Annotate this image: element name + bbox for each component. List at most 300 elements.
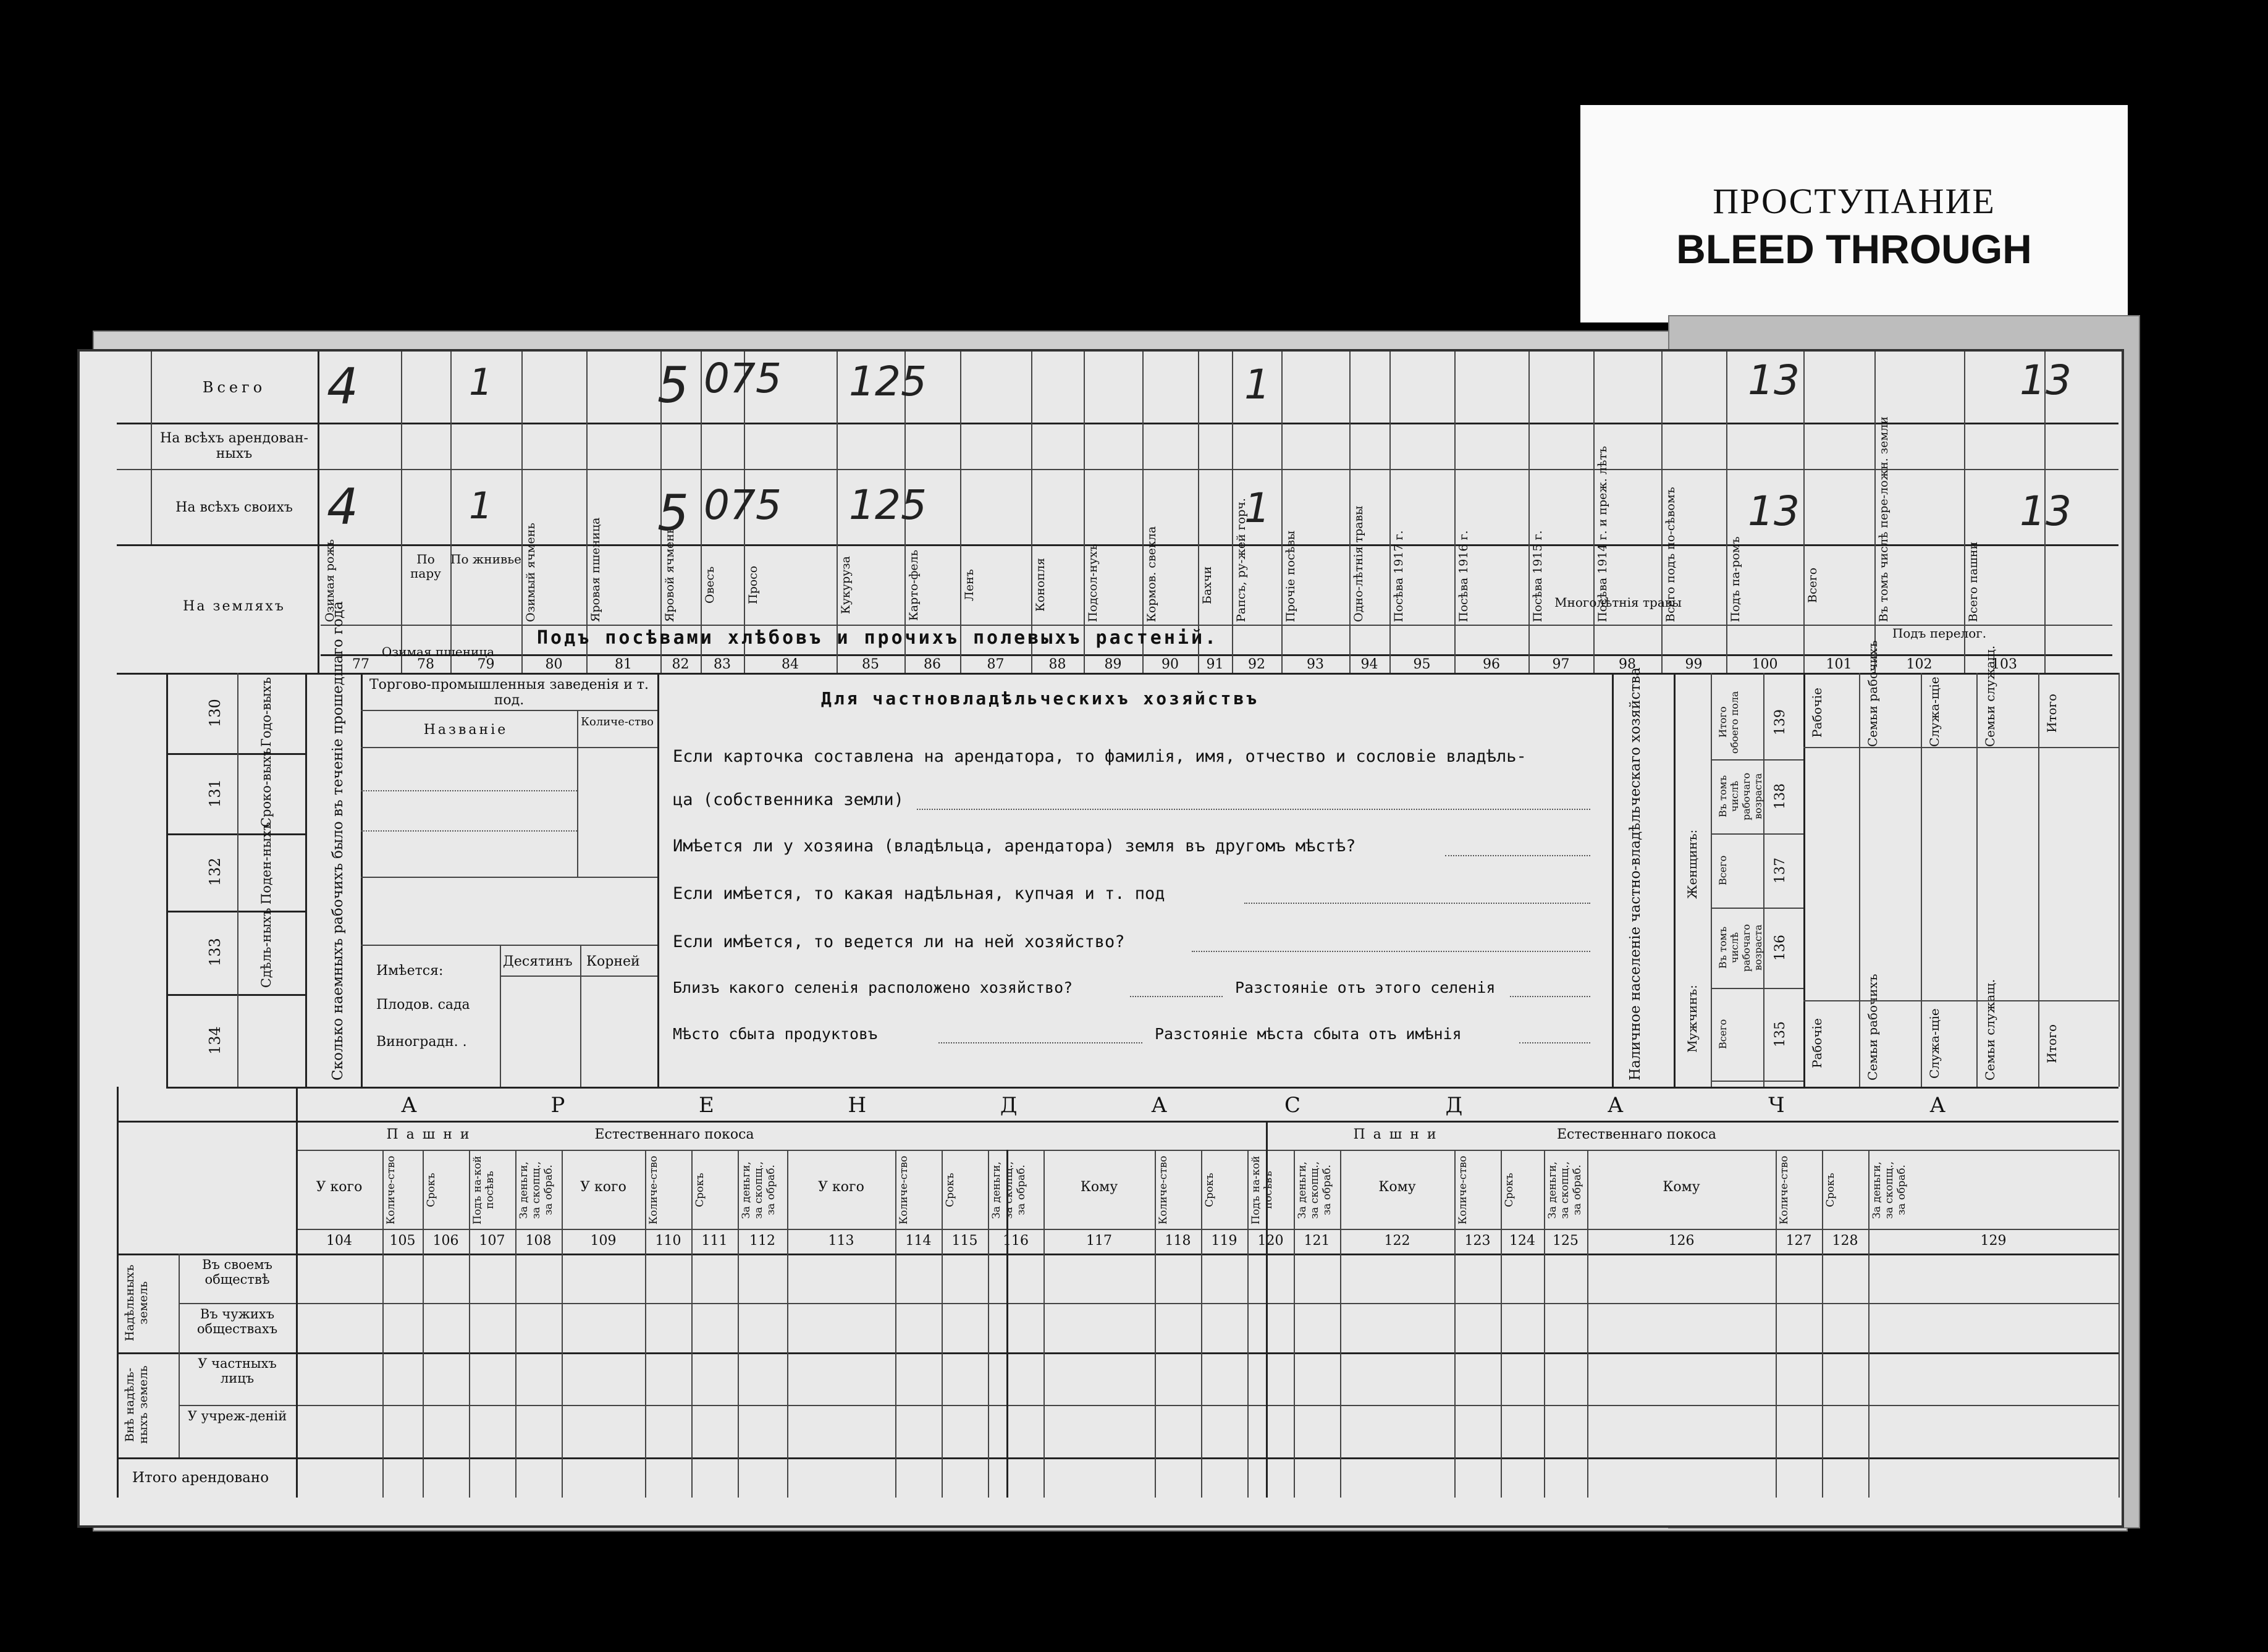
crop-header-99: Всего подъ по-сѣвомъ bbox=[1664, 487, 1677, 622]
arenda-letter: Н bbox=[848, 1093, 867, 1118]
handwritten-total: 13 bbox=[1748, 356, 1800, 404]
rule bbox=[2118, 673, 2120, 1087]
rule bbox=[1281, 352, 1283, 673]
private-estates-title: Для частновладѣльческихъ хозяйствъ bbox=[821, 688, 1260, 709]
lease-column-header: У кого bbox=[316, 1179, 363, 1195]
column-number: 79 bbox=[477, 657, 495, 672]
rule bbox=[645, 1150, 646, 1498]
question-land-type: Если имѣется, то какая надѣльная, купчая и т. под bbox=[673, 884, 1165, 903]
perennial-grasses-label: Многолѣтнiя травы bbox=[1554, 595, 1682, 610]
rule bbox=[117, 1457, 2118, 1459]
lease-column-header: Подъ на-кой посѣвъ bbox=[1250, 1155, 1275, 1225]
has-label: Имѣется: bbox=[376, 963, 444, 979]
population-column-label: Всего bbox=[1717, 855, 1729, 886]
summary-column-bottom: Рабочiе bbox=[1810, 1018, 1824, 1069]
rule bbox=[1084, 352, 1085, 673]
worker-row-number: 132 bbox=[206, 858, 224, 887]
rule bbox=[1976, 673, 1978, 1087]
rule bbox=[1803, 1000, 2118, 1001]
rule bbox=[401, 352, 402, 673]
row-label-own: На всѣхъ своихъ bbox=[175, 500, 293, 515]
rule bbox=[318, 352, 319, 673]
sdacha-letter: А bbox=[1929, 1093, 1946, 1118]
arenda-letter: Е bbox=[699, 1093, 714, 1118]
lease-column-header: Кому bbox=[1663, 1179, 1700, 1195]
crop-header-90: Кормов. свекла bbox=[1145, 526, 1158, 622]
population-column-number: 135 bbox=[1773, 1021, 1788, 1047]
summary-column-bottom: Итого bbox=[2044, 1024, 2059, 1063]
pokos-header-rent: Естественнаго покоса bbox=[594, 1127, 754, 1142]
rule bbox=[361, 710, 657, 711]
lease-column-number: 124 bbox=[1509, 1233, 1535, 1249]
handwritten-own: 125 bbox=[849, 481, 927, 529]
lease-column-number: 125 bbox=[1553, 1233, 1579, 1249]
lease-column-header: Количе-ство bbox=[1157, 1155, 1170, 1225]
lease-column-header: У кого bbox=[580, 1179, 626, 1195]
rule bbox=[2038, 673, 2039, 1087]
rule bbox=[117, 1121, 2118, 1123]
rule bbox=[166, 673, 168, 1087]
rule bbox=[1155, 1150, 1156, 1498]
column-number: 102 bbox=[1906, 657, 1933, 672]
rule bbox=[450, 352, 452, 673]
rule bbox=[942, 1150, 943, 1498]
crops-band-title: Подъ посѣвами хлѣбовъ и прочихъ полевыхъ растенiй. bbox=[537, 627, 1219, 649]
rule bbox=[166, 753, 305, 755]
rule bbox=[1593, 352, 1595, 673]
population-column-label: Всего bbox=[1717, 1019, 1729, 1050]
lease-column-header: Срокъ bbox=[944, 1173, 956, 1208]
rule bbox=[515, 1150, 516, 1498]
population-column-label: Въ томъ числѣ рабочаго возраста bbox=[1717, 772, 1764, 820]
row-label-rented: На всѣхъ арендован-ныхъ bbox=[160, 431, 308, 462]
rule bbox=[1294, 1150, 1295, 1498]
column-number: 87 bbox=[987, 657, 1005, 672]
crop-header-79: По жнивье bbox=[450, 552, 521, 567]
crop-header-97: Посѣва 1915 г. bbox=[1531, 530, 1545, 622]
handwritten-own: 075 bbox=[704, 481, 782, 529]
rule bbox=[1726, 352, 1727, 673]
label-english: BLEED THROUGH bbox=[1676, 225, 2032, 272]
population-column-label: Въ томъ числѣ рабочаго возраста bbox=[1717, 924, 1764, 972]
worker-row-label: Сроко-выхъ bbox=[259, 748, 274, 827]
column-number: 91 bbox=[1206, 657, 1224, 672]
lease-column-number: 105 bbox=[389, 1233, 416, 1249]
sdacha-letter: А bbox=[1607, 1093, 1624, 1118]
crop-header-94: Одно-лѣтнiя травы bbox=[1352, 505, 1365, 622]
rule bbox=[1349, 352, 1351, 673]
rule bbox=[361, 747, 657, 748]
rule bbox=[1006, 1150, 1008, 1498]
rule bbox=[1031, 352, 1032, 673]
rule bbox=[738, 1150, 739, 1498]
rule bbox=[1198, 352, 1199, 673]
column-number: 77 bbox=[352, 657, 369, 672]
bleed-through-label bbox=[1580, 105, 2128, 322]
lease-column-header: Срокъ bbox=[425, 1173, 437, 1208]
lease-column-header: За деньги, за скопщ., за обраб. bbox=[518, 1161, 555, 1220]
lease-column-number: 129 bbox=[1980, 1233, 2007, 1249]
crop-header-77: Озимая рожь bbox=[323, 539, 337, 622]
worker-row-number: 133 bbox=[206, 938, 224, 967]
vineyards-label: Виноградн. . bbox=[376, 1034, 467, 1050]
rule bbox=[1454, 352, 1456, 673]
handwritten-total: 13 bbox=[2020, 356, 2072, 404]
rule bbox=[1201, 1150, 1202, 1498]
question-owner-1: Если карточка составлена на арендатора, то фамилiя, имя, отчество и сословiе владѣль- bbox=[673, 747, 1527, 766]
rule bbox=[960, 352, 961, 673]
rule bbox=[361, 877, 657, 878]
arenda-letter: А bbox=[401, 1093, 417, 1118]
column-number: 94 bbox=[1360, 657, 1378, 672]
answer-line bbox=[1192, 951, 1590, 952]
rule bbox=[1711, 833, 1803, 835]
rule bbox=[691, 1150, 693, 1498]
column-number: 88 bbox=[1048, 657, 1066, 672]
crop-header-80: Озимый ячмень bbox=[524, 523, 537, 622]
question-nearest-village: Близъ какого селенiя расположено хозяйство? bbox=[673, 979, 1073, 997]
column-number: 95 bbox=[1413, 657, 1431, 672]
crop-header-82: Яровой ячмень bbox=[663, 527, 677, 622]
lease-column-number: 111 bbox=[701, 1233, 728, 1249]
rule bbox=[166, 1087, 305, 1089]
handwritten-own: 1 bbox=[469, 484, 493, 528]
column-number: 78 bbox=[417, 657, 434, 672]
lease-column-number: 113 bbox=[828, 1233, 854, 1249]
rule bbox=[895, 1150, 896, 1498]
worker-row-label: Годо-выхъ bbox=[259, 677, 274, 747]
rule bbox=[2118, 1150, 2120, 1498]
handwritten-own: 13 bbox=[2020, 487, 2072, 535]
fallow-label: Подъ перелог. bbox=[1892, 626, 1987, 641]
rule bbox=[305, 673, 307, 1087]
handwritten-own: 13 bbox=[1748, 487, 1800, 535]
arenda-letter: Д bbox=[1000, 1093, 1018, 1118]
rule bbox=[787, 1150, 788, 1498]
lease-column-header: Количе-ство bbox=[647, 1155, 660, 1225]
summary-column-bottom: Семьи рабочихъ bbox=[1865, 974, 1880, 1081]
sdacha-heading bbox=[1284, 1093, 1946, 1118]
rule bbox=[1921, 673, 1922, 1087]
rule bbox=[1661, 352, 1663, 673]
crop-header-92: Рапсъ, ру-жей горч. bbox=[1234, 498, 1248, 622]
rule bbox=[296, 1229, 2118, 1230]
handwritten-total: 4 bbox=[327, 358, 358, 415]
question-farming: Если имѣется, то ведется ли на ней хозяйство? bbox=[673, 932, 1125, 951]
rule bbox=[166, 911, 305, 912]
column-number: 103 bbox=[1991, 657, 2017, 672]
rule bbox=[1776, 1150, 1777, 1498]
handwritten-total: 075 bbox=[704, 355, 782, 402]
crop-header-93: Прочiе посѣвы bbox=[1284, 530, 1297, 622]
worker-row-label: Поден-ныхъ bbox=[259, 822, 274, 904]
lease-column-header: Количе-ство bbox=[1778, 1155, 1790, 1225]
rule bbox=[117, 469, 2118, 470]
rule bbox=[1711, 908, 1803, 909]
crop-header-88: Конопля bbox=[1034, 558, 1047, 612]
lease-row-label: У частныхъ лицъ bbox=[198, 1356, 277, 1386]
crop-header-78: По пару bbox=[410, 552, 441, 581]
rule bbox=[117, 544, 2118, 546]
rule bbox=[1232, 352, 1233, 673]
rule bbox=[321, 654, 2112, 656]
rule bbox=[1763, 673, 1764, 1087]
lease-column-number: 116 bbox=[1003, 1233, 1029, 1249]
answer-line bbox=[1130, 996, 1223, 997]
rule bbox=[1544, 1150, 1545, 1498]
rule bbox=[1528, 352, 1530, 673]
rule bbox=[117, 673, 2118, 675]
column-number: 83 bbox=[714, 657, 731, 672]
population-column-number: 138 bbox=[1773, 783, 1788, 809]
rule bbox=[562, 1150, 563, 1498]
sdacha-letter: Д bbox=[1445, 1093, 1463, 1118]
summary-column-top: Итого bbox=[2044, 693, 2059, 733]
lease-column-header: У кого bbox=[818, 1179, 864, 1195]
column-number: 85 bbox=[862, 657, 879, 672]
question-other-land: Имѣется ли у хозяина (владѣльца, арендатора) земля въ другомъ мѣстѣ? bbox=[673, 837, 1356, 856]
lease-column-header: Количе-ство bbox=[898, 1155, 910, 1225]
rule bbox=[237, 673, 238, 1087]
rule bbox=[296, 1150, 2118, 1151]
column-number: 84 bbox=[782, 657, 799, 672]
crop-header-87: Ленъ bbox=[963, 569, 976, 601]
handwritten-total: 1 bbox=[1244, 361, 1270, 408]
rule bbox=[166, 833, 305, 835]
lease-column-header: Срокъ bbox=[1503, 1173, 1516, 1208]
winter-wheat-label: Озимая пшеница bbox=[381, 644, 495, 659]
rule bbox=[1340, 1150, 1341, 1498]
answer-line bbox=[1445, 855, 1590, 856]
orchards-label: Плодов. сада bbox=[376, 997, 470, 1013]
rule bbox=[701, 352, 702, 673]
lease-column-header: Кому bbox=[1378, 1179, 1416, 1195]
summary-column-top: Семьи служащ. bbox=[1983, 645, 1997, 747]
rule bbox=[1142, 352, 1144, 673]
column-number: 81 bbox=[615, 657, 632, 672]
rule bbox=[117, 1254, 2118, 1255]
crop-header-85: Кукуруза bbox=[839, 556, 853, 614]
arenda-heading bbox=[401, 1093, 1167, 1118]
column-number: 80 bbox=[545, 657, 563, 672]
rule bbox=[117, 1087, 119, 1498]
lease-column-number: 109 bbox=[590, 1233, 617, 1249]
rule bbox=[1674, 673, 1676, 1087]
population-label: Наличное населенiе частно-владѣльческаго хозяйства bbox=[1627, 667, 1643, 1081]
row-label-lands: На земляхъ bbox=[183, 599, 285, 614]
census-card-sheet bbox=[77, 349, 2124, 1528]
rule bbox=[1389, 352, 1391, 673]
answer-line bbox=[1510, 996, 1590, 997]
crop-header-98: Посѣва 1914 г. и преж. лѣтъ bbox=[1596, 445, 1609, 622]
rule bbox=[586, 352, 588, 673]
rule bbox=[1868, 1150, 1870, 1498]
lease-column-header: Срокъ bbox=[694, 1173, 706, 1208]
lease-column-header: За деньги, за скопщ., за обраб. bbox=[1546, 1161, 1583, 1220]
lease-column-number: 123 bbox=[1464, 1233, 1491, 1249]
rule bbox=[117, 1352, 2118, 1354]
lease-column-number: 128 bbox=[1832, 1233, 1858, 1249]
men-label: Мужчинъ: bbox=[1685, 985, 1700, 1053]
rule bbox=[657, 673, 659, 1087]
rule bbox=[361, 673, 363, 1087]
rule bbox=[521, 352, 523, 673]
column-number: 82 bbox=[672, 657, 689, 672]
rule bbox=[469, 1150, 470, 1498]
rule bbox=[577, 710, 578, 877]
arenda-letter: А bbox=[1151, 1093, 1167, 1118]
lease-column-header: Количе-ство bbox=[385, 1155, 397, 1225]
handwritten-own: 5 bbox=[657, 484, 689, 542]
rule bbox=[321, 625, 2112, 626]
sdacha-letter: Ч bbox=[1768, 1093, 1785, 1118]
rule bbox=[166, 994, 305, 996]
rule bbox=[1964, 352, 1965, 673]
lease-column-header: Срокъ bbox=[1824, 1173, 1837, 1208]
rule bbox=[382, 1150, 384, 1498]
lease-column-number: 119 bbox=[1211, 1233, 1237, 1249]
handwritten-total: 5 bbox=[657, 356, 689, 414]
rule bbox=[1454, 1150, 1456, 1498]
question-market-distance: Разстоянiе мѣста сбыта отъ имѣнiя bbox=[1155, 1025, 1462, 1043]
rule bbox=[500, 945, 501, 1087]
lease-column-header: Подъ на-кой посѣвъ bbox=[471, 1155, 496, 1225]
lease-column-number: 112 bbox=[749, 1233, 775, 1249]
column-number: 86 bbox=[924, 657, 941, 672]
crop-header-84: Просо bbox=[746, 565, 760, 605]
column-number: 98 bbox=[1619, 657, 1636, 672]
handwritten-total: 125 bbox=[849, 358, 927, 405]
lease-column-number: 122 bbox=[1384, 1233, 1410, 1249]
row-label-total: Всего bbox=[202, 379, 266, 396]
crop-header-102: Въ томъ числѣ пере-ложн. земли bbox=[1877, 416, 1891, 622]
rule bbox=[1874, 352, 1876, 673]
answer-line bbox=[917, 809, 1590, 810]
rule bbox=[1043, 1150, 1045, 1498]
lease-column-number: 120 bbox=[1257, 1233, 1284, 1249]
lease-column-header: Срокъ bbox=[1204, 1173, 1216, 1208]
lease-column-number: 117 bbox=[1086, 1233, 1112, 1249]
rule bbox=[361, 830, 577, 832]
lease-column-header: За деньги, за скопщ., за обраб. bbox=[990, 1161, 1027, 1220]
lease-column-header: За деньги, за скопщ., за обраб. bbox=[740, 1161, 777, 1220]
summary-column-top: Служа-щiе bbox=[1927, 676, 1942, 747]
lease-row-label: Въ своемъ обществѣ bbox=[202, 1257, 272, 1287]
worker-row-label: Сдѣль-ныхъ bbox=[259, 908, 274, 988]
summary-column-bottom: Семьи служащ. bbox=[1983, 979, 1997, 1081]
rule bbox=[1501, 1150, 1502, 1498]
crop-header-83: Овесъ bbox=[703, 566, 717, 604]
column-number: 97 bbox=[1552, 657, 1570, 672]
handwritten-own: 1 bbox=[1244, 484, 1270, 532]
rule bbox=[166, 1087, 2118, 1089]
lease-column-number: 118 bbox=[1165, 1233, 1191, 1249]
crop-header-96: Посѣва 1916 г. bbox=[1457, 530, 1470, 622]
lease-column-header: За деньги, за скопщ., за обраб. bbox=[1871, 1161, 1908, 1220]
lease-column-number: 115 bbox=[951, 1233, 978, 1249]
answer-line bbox=[1244, 903, 1590, 904]
column-number: 99 bbox=[1685, 657, 1703, 672]
answer-line bbox=[938, 1042, 1142, 1043]
lease-row-group: Внѣ надѣль-ныхъ земель bbox=[123, 1365, 150, 1444]
rule bbox=[296, 1087, 298, 1498]
summary-column-top: Семьи рабочихъ bbox=[1865, 640, 1880, 747]
trade-title: Торгово-промышленныя заведенiя и т. под. bbox=[369, 677, 649, 709]
worker-row-number: 130 bbox=[206, 699, 224, 727]
sdacha-letter: С bbox=[1284, 1093, 1301, 1118]
lease-row-group: Надѣльныхъ земель bbox=[123, 1264, 150, 1342]
label-russian: ПРОСТУПАНИЕ bbox=[1713, 180, 1996, 221]
roots-header: Корней bbox=[586, 954, 640, 969]
summary-column-top: Рабочiе bbox=[1810, 688, 1824, 738]
pokos-header-lease: Естественнаго покоса bbox=[1556, 1127, 1717, 1142]
rule bbox=[1247, 1150, 1249, 1498]
lease-column-number: 126 bbox=[1668, 1233, 1695, 1249]
lease-column-number: 107 bbox=[479, 1233, 505, 1249]
rule bbox=[837, 352, 838, 673]
arenda-letter: Р bbox=[550, 1093, 565, 1118]
total-rented-label: Итого арендовано bbox=[132, 1470, 269, 1486]
rule bbox=[1803, 352, 1805, 673]
rule bbox=[1711, 673, 1712, 1087]
lease-column-number: 114 bbox=[905, 1233, 932, 1249]
column-number: 90 bbox=[1161, 657, 1179, 672]
column-number: 93 bbox=[1307, 657, 1324, 672]
lease-row-label: У учреж-денiй bbox=[187, 1409, 287, 1423]
rule bbox=[1266, 1121, 1268, 1498]
pashni-header-rent: П а ш н и bbox=[386, 1127, 471, 1142]
population-column-number: 139 bbox=[1773, 709, 1788, 735]
lease-column-header: За деньги, за скопщ., за обраб. bbox=[1296, 1161, 1333, 1220]
rule bbox=[423, 1150, 424, 1498]
lease-column-number: 104 bbox=[326, 1233, 352, 1249]
question-market: Мѣсто сбыта продуктовъ bbox=[673, 1025, 878, 1043]
answer-line bbox=[1519, 1042, 1590, 1043]
column-number: 100 bbox=[1752, 657, 1778, 672]
summary-column-bottom: Служа-щiе bbox=[1927, 1008, 1942, 1079]
rule bbox=[361, 945, 657, 946]
rule bbox=[580, 945, 581, 1087]
rule bbox=[179, 1254, 180, 1457]
population-column-label: Итого обоего пола bbox=[1717, 691, 1740, 754]
rule bbox=[1612, 673, 1614, 1087]
trade-name-header: Названiе bbox=[423, 722, 508, 738]
lease-column-number: 108 bbox=[525, 1233, 552, 1249]
pashni-header-lease: П а ш н и bbox=[1353, 1127, 1438, 1142]
worker-row-number: 134 bbox=[206, 1026, 224, 1055]
question-owner-2: ца (собственника земли) bbox=[673, 790, 904, 809]
crop-header-86: Карто-фель bbox=[907, 549, 921, 621]
rule bbox=[1803, 673, 1805, 1087]
crop-header-81: Яровая пшеница bbox=[589, 517, 602, 622]
crop-header-89: Подсол-нухъ bbox=[1086, 544, 1100, 622]
rule bbox=[988, 1150, 989, 1498]
rule bbox=[1711, 1081, 1803, 1082]
rule bbox=[117, 423, 2118, 424]
lease-column-number: 110 bbox=[655, 1233, 681, 1249]
crop-header-95: Посѣва 1917 г. bbox=[1392, 530, 1406, 622]
rule bbox=[361, 790, 577, 791]
crop-header-101: Всего bbox=[1806, 567, 1819, 603]
column-number: 96 bbox=[1483, 657, 1500, 672]
population-column-number: 137 bbox=[1773, 858, 1788, 883]
crop-header-91: Бахчи bbox=[1200, 566, 1214, 604]
rule bbox=[1859, 673, 1860, 1087]
rule bbox=[1711, 988, 1803, 989]
column-number: 92 bbox=[1248, 657, 1265, 672]
desyatin-header: Десятинъ bbox=[503, 954, 573, 969]
lease-row-label: Въ чужихъ обществахъ bbox=[196, 1307, 278, 1337]
